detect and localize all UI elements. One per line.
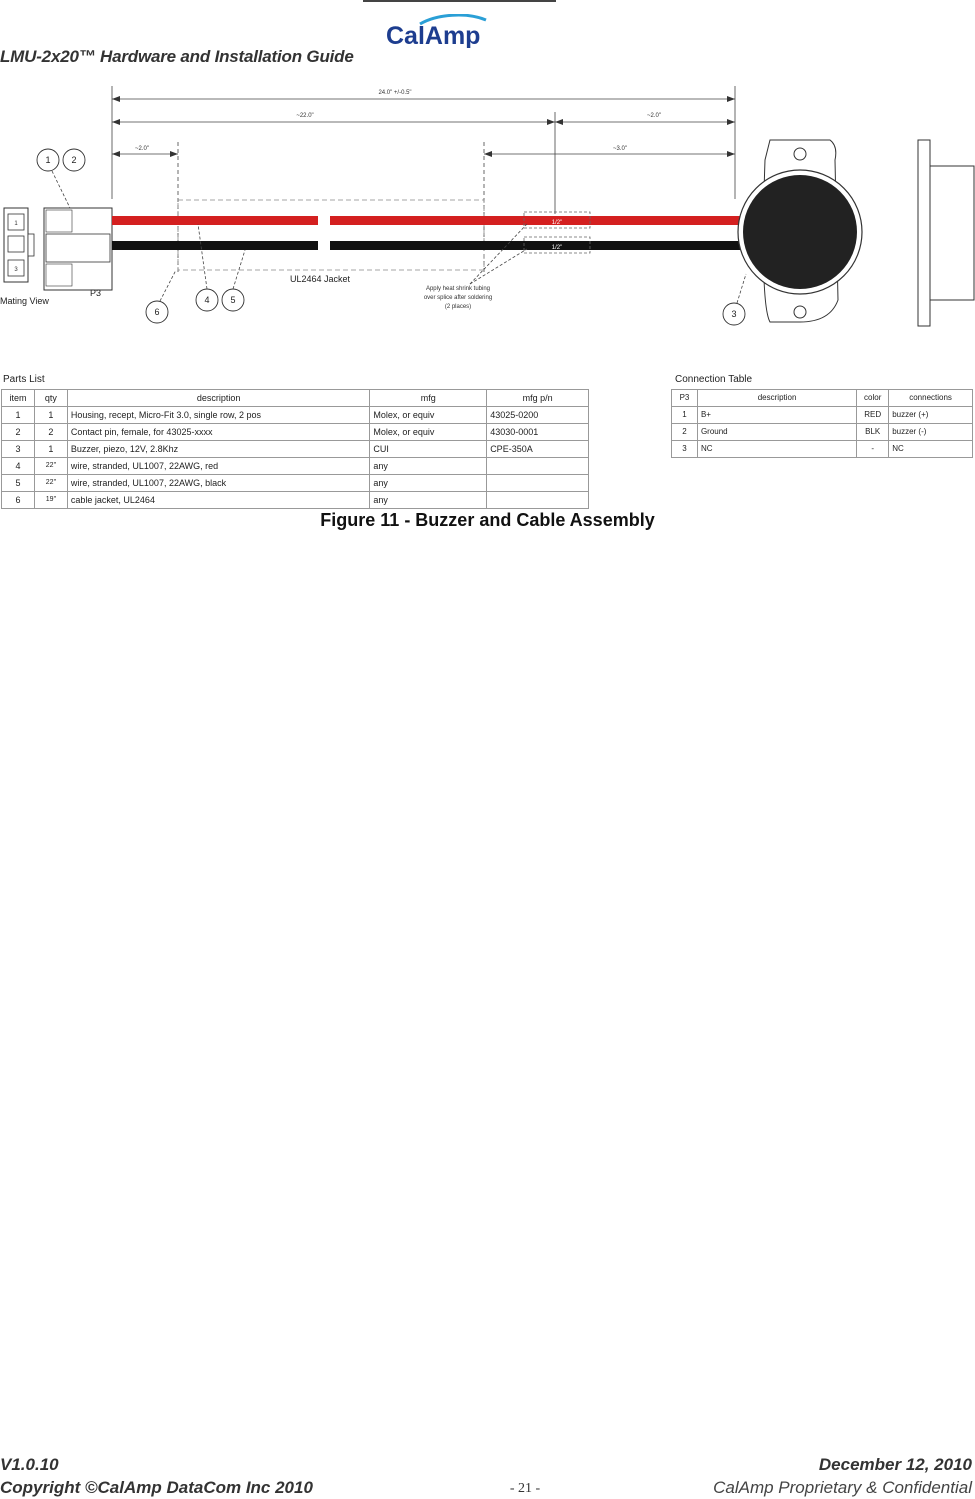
parts-list: [1, 389, 589, 509]
table-row: 2 2 Contact pin, female, for 43025-xxxx Molex, or equiv 43030-0001: [2, 424, 589, 441]
callout-1: 1: [45, 155, 51, 165]
callout-6: 6: [154, 307, 160, 317]
svg-text:Apply heat shrink tubing: Apply heat shrink tubing: [425, 286, 491, 292]
dim-jacket-end-span: ~3.0": [613, 146, 627, 152]
col-qty: qty: [34, 390, 67, 407]
col-mfg-pn: mfg p/n: [487, 390, 589, 407]
footer-date: December 12, 2010: [818, 1455, 972, 1474]
footer-proprietary: CalAmp Proprietary & Confidential: [713, 1478, 972, 1497]
table-row: 2 Ground BLK buzzer (-): [672, 424, 973, 441]
jacket-label: UL2464 Jacket: [290, 274, 351, 284]
figure-caption: Figure 11 - Buzzer and Cable Assembly: [320, 510, 655, 530]
footer-page-number: - 21 -: [509, 1481, 541, 1496]
svg-text:CalAmp: CalAmp: [386, 22, 481, 48]
mating-view-label: Mating View: [0, 296, 49, 306]
svg-text:1/2": 1/2": [551, 220, 563, 226]
red-wire-left: [112, 216, 318, 225]
callout-4: 4: [204, 295, 210, 305]
connection-table-header: P3 description color connections: [672, 390, 973, 407]
dim-right-span: ~2.0": [647, 113, 661, 119]
svg-text:3: 3: [14, 267, 18, 273]
col-mfg: mfg: [370, 390, 487, 407]
mating-view-connector: [4, 208, 34, 282]
buzzer-cable-drawing: [0, 74, 975, 344]
parts-list-header: [2, 390, 589, 407]
svg-text:(2 places): (2 places): [444, 304, 472, 310]
dim-left-span: ~22.0": [296, 113, 314, 119]
svg-text:1/2": 1/2": [551, 245, 563, 251]
connection-table-title: Connection Table: [675, 374, 753, 385]
p3-label: P3: [90, 288, 102, 298]
black-wire-left: [112, 241, 318, 250]
table-row: 1 1 Housing, recept, Micro-Fit 3.0, single row, 2 pos Molex, or equiv 43025-0200: [2, 407, 589, 424]
table-row: 1 B+ RED buzzer (+): [672, 407, 973, 424]
callout-3: 3: [731, 309, 737, 319]
footer-version: V1.0.10: [0, 1455, 59, 1474]
footer-copyright: Copyright ©CalAmp DataCom Inc 2010: [0, 1478, 313, 1497]
svg-text:over splice after soldering: over splice after soldering: [423, 295, 493, 301]
connection-table: [671, 389, 973, 458]
header-rule: [363, 0, 556, 2]
p3-connector-side: [44, 208, 112, 290]
calamp-logo: [382, 14, 538, 48]
buzzer-front: [738, 140, 862, 322]
dim-connector-span: ~2.0": [135, 146, 149, 152]
dim-overall: 24.0" +/-0.5": [378, 90, 412, 96]
buzzer-side: [918, 140, 974, 326]
table-row: 4 22" wire, stranded, UL1007, 22AWG, red any: [2, 458, 589, 475]
document-title: LMU-2x20™ Hardware and Installation Guide: [0, 47, 354, 66]
col-description: description: [67, 390, 370, 407]
callout-5: 5: [230, 295, 236, 305]
parts-list-title: Parts List: [3, 374, 45, 385]
callout-2: 2: [71, 155, 77, 165]
black-wire-right: [330, 241, 740, 250]
table-row: 5 22" wire, stranded, UL1007, 22AWG, black any: [2, 475, 589, 492]
table-row: 6 19" cable jacket, UL2464 any: [2, 492, 589, 509]
table-row: 3 NC - NC: [672, 441, 973, 458]
svg-text:1: 1: [14, 221, 18, 227]
table-row: 3 1 Buzzer, piezo, 12V, 2.8Khz CUI CPE-350A: [2, 441, 589, 458]
col-item: item: [2, 390, 35, 407]
red-wire-right: [330, 216, 740, 225]
